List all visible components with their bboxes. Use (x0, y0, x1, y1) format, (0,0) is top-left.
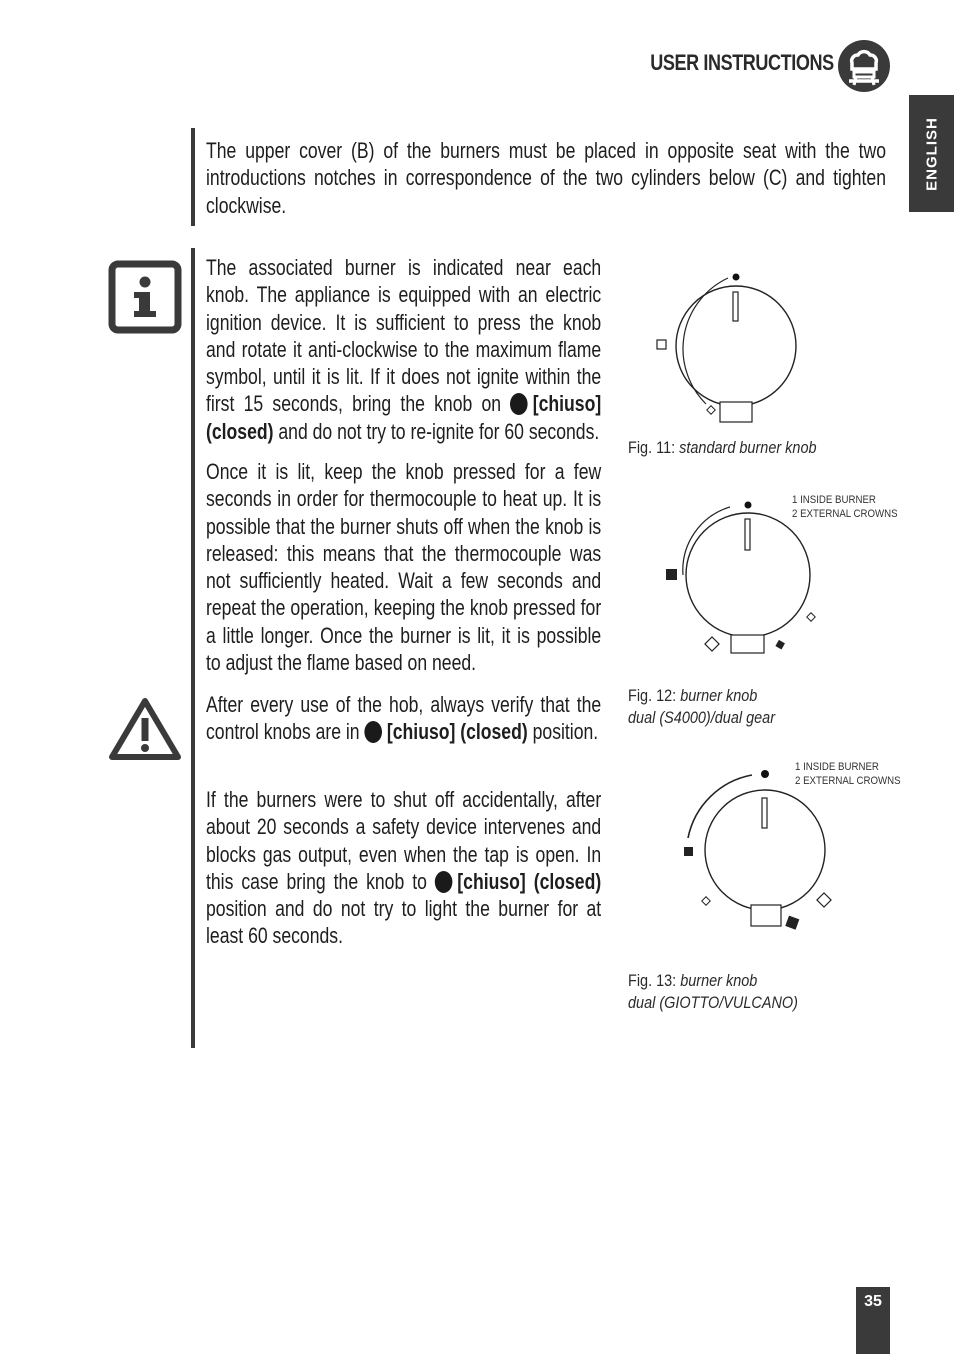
section-rule-main (191, 248, 195, 1048)
ignition-text: The associated burner is indicated near each knob. The appliance is equipped with an electric ignition device. It is sufficient to press the knob and rotate it anti-clockwise to the maximum flame symbol, until it is lit. If it does not ignite within the first 15 seconds, bring the knob on (206, 255, 602, 417)
closed-label: [chiuso] (closed) (386, 719, 528, 745)
closed-label: [chiuso] (closed) (457, 868, 602, 894)
page-header-title: USER INSTRUCTIONS (650, 50, 834, 75)
page-number: 35 (856, 1287, 890, 1354)
ignition-paragraph (206, 254, 601, 445)
fig13-legend-external: 2 EXTERNAL CROWNS (795, 775, 901, 787)
ignition-text-end: and do not try to re-ignite for 60 seconds. (278, 418, 600, 444)
fig12-caption-text-2: dual (S4000)/dual gear (628, 708, 776, 727)
fig11-caption-text: standard burner knob (679, 438, 817, 457)
fig12-label: Fig. 12: (628, 686, 677, 705)
language-tab (909, 95, 954, 212)
language-tab-label: ENGLISH (923, 116, 940, 191)
fig13-caption-text-2: dual (GIOTTO/VULCANO) (628, 993, 798, 1012)
safety-text-end: position and do not try to light the burner for at least 60 seconds. (206, 896, 602, 949)
dual-giotto-burner-knob-diagram (628, 762, 838, 937)
fig13-legend (795, 760, 901, 788)
standard-burner-knob-diagram (628, 268, 828, 428)
after-use-text-end: position. (532, 719, 599, 745)
fig13-legend-inside: 1 INSIDE BURNER (795, 761, 879, 773)
intro-paragraph: The upper cover (B) of the burners must be placed in opposite seat with the two introductions notches in correspondence of the two cylinders below (C) and tighten clockwise. (206, 138, 886, 218)
fig11-caption (628, 437, 817, 459)
after-use-paragraph (206, 691, 601, 746)
fig12-caption-text: burner knob (680, 686, 758, 705)
fig12-legend (792, 493, 898, 521)
fig13-caption-text: burner knob (680, 971, 758, 990)
fig12-legend-inside: 1 INSIDE BURNER (792, 494, 876, 506)
chef-hat-icon (837, 39, 891, 93)
after-use-text: After every use of the hob, always verify that the control knobs are in (206, 692, 602, 745)
fig13-caption (628, 970, 798, 1014)
thermocouple-paragraph: Once it is lit, keep the knob pressed for a few seconds in order for thermocouple to heat up. It is possible that the burner shuts off when the knob is released: this means that the thermocouple was not sufficiently heated. Wait a few seconds and repeat the operation, keeping the knob pressed for a little longer. Once the burner is lit, it is possible to adjust the flame based on need. (206, 459, 602, 676)
safety-device-paragraph (206, 786, 601, 950)
closed-position-icon (365, 721, 383, 743)
closed-label: [chiuso] (closed) (206, 391, 602, 444)
fig12-legend-external: 2 EXTERNAL CROWNS (792, 508, 898, 520)
warning-triangle-icon (108, 696, 182, 762)
fig13-label: Fig. 13: (628, 971, 677, 990)
section-rule-top (191, 128, 195, 226)
fig11-label: Fig. 11: (628, 438, 676, 457)
safety-text: If the burners were to shut off accidentally, after about 20 seconds a safety device intervenes and blocks gas output, even when the tap is open. In this case bring the knob to (206, 787, 602, 894)
closed-position-icon (510, 393, 528, 415)
fig12-caption (628, 685, 775, 729)
info-icon (108, 260, 182, 334)
closed-position-icon (435, 871, 453, 893)
